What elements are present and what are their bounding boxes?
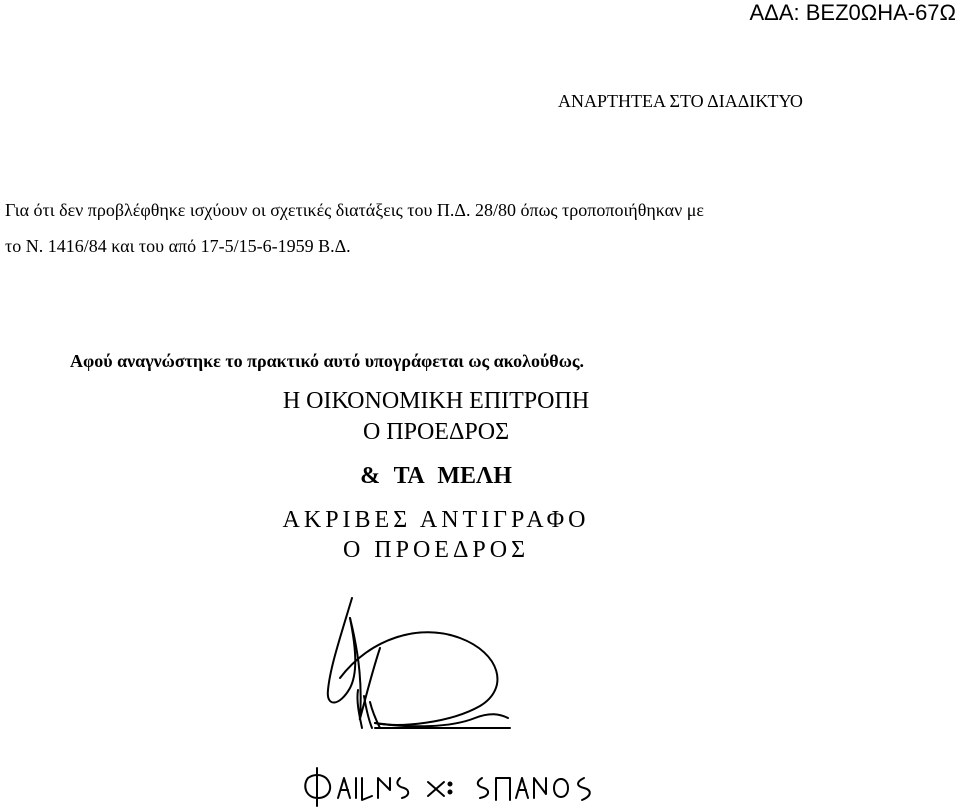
true-copy-chairman: Ο ΠΡΟΕΔΡΟΣ (342, 537, 530, 563)
true-copy-title: ΑΚΡΙΒΕΣ ΑΝΤΙΓΡΑΦΟ (282, 507, 590, 533)
body-line-1: Για ότι δεν προβλέφθηκε ισχύουν οι σχετικές διατάξεις του Π.Δ. 28/80 όπως τροποποιήθηκαν με (5, 200, 704, 220)
members-title: & ΤΑ ΜΕΛΗ (360, 463, 512, 489)
body-line-2: το Ν. 1416/84 και του από 17-5/15-6-1959 Β.Δ. (5, 236, 351, 256)
handwritten-signature (300, 578, 630, 812)
publish-note: ΑΝΑΡΤΗΤΕΑ ΣΤΟ ΔΙΑΔΙΚΤΥΟ (558, 91, 803, 111)
read-and-signed-line: Αφού αναγνώστηκε το πρακτικό αυτό υπογράφεται ως ακολούθως. (70, 351, 584, 371)
committee-title: Η ΟΙΚΟΝΟΜΙΚΗ ΕΠΙΤΡΟΠΗ (282, 388, 590, 414)
ada-code: ΑΔΑ: ΒΕΖ0ΩΗΑ-67Ω (749, 0, 956, 25)
chairman-title: Ο ΠΡΟΕΔΡΟΣ (362, 419, 510, 445)
